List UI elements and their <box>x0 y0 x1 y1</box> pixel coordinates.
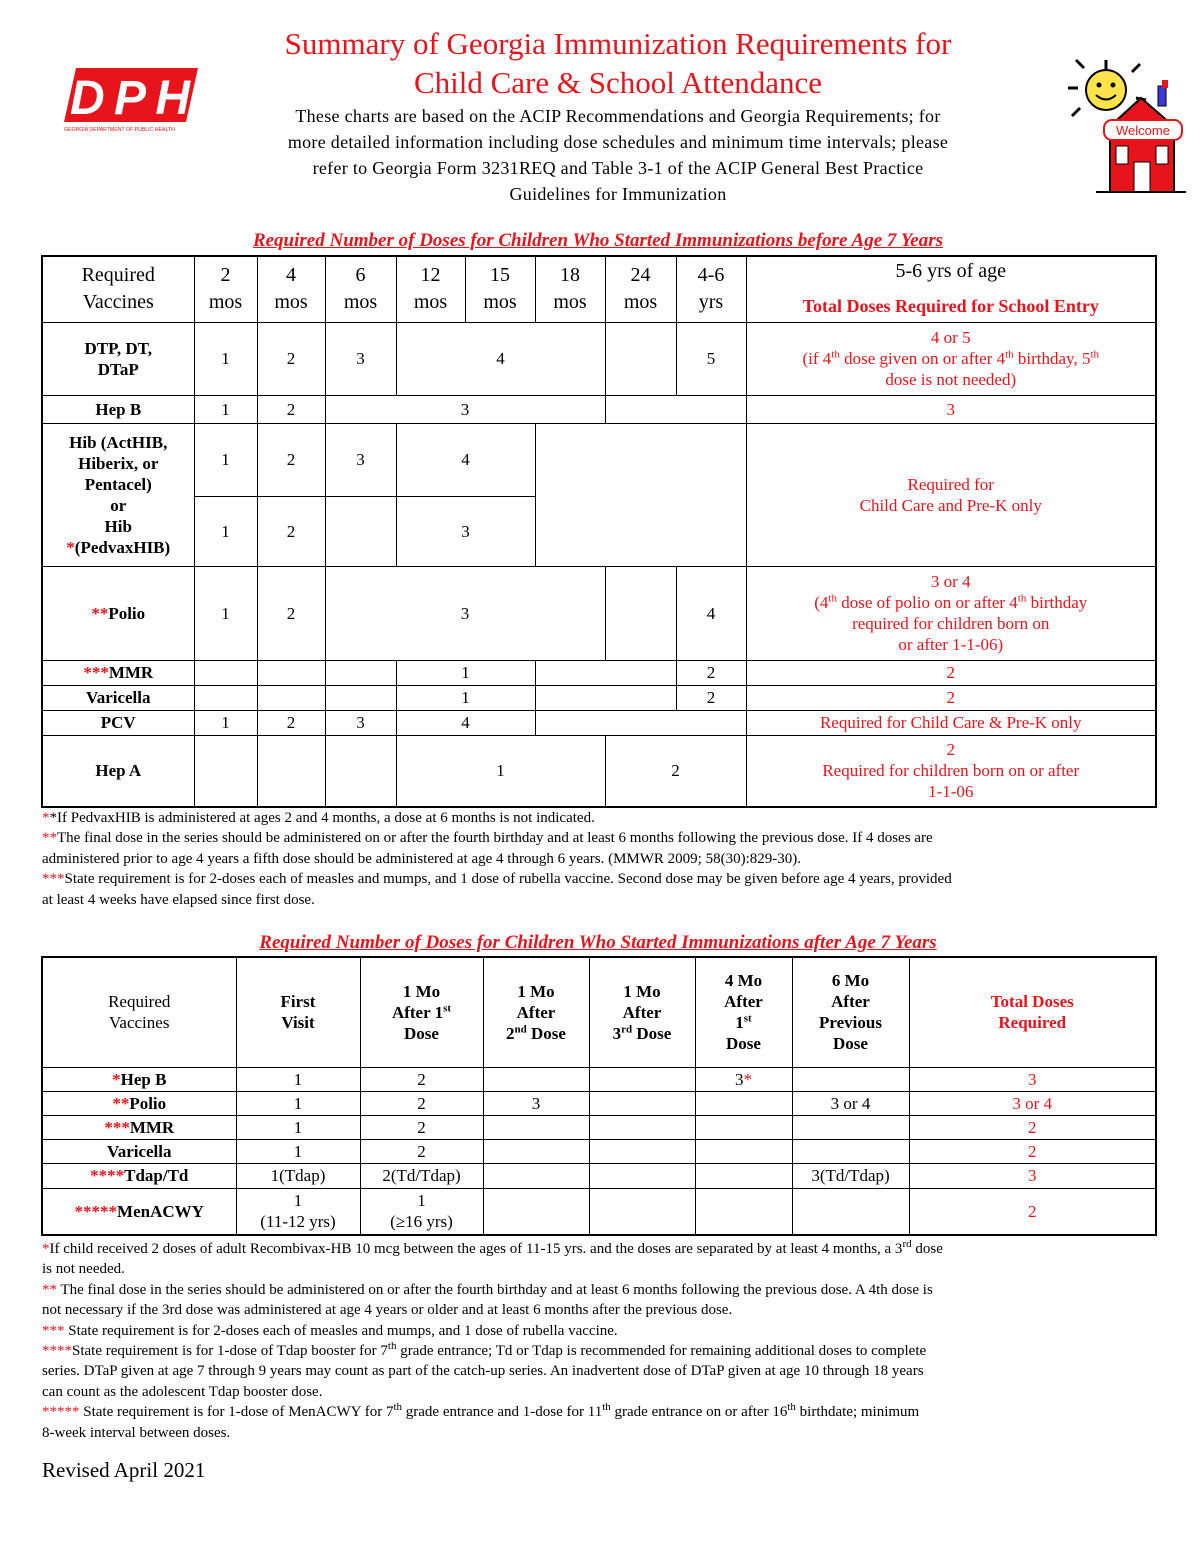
dose-cell: 1 <box>236 1091 360 1115</box>
footnote-continued: is not needed. <box>42 1261 125 1278</box>
table1-caption: Required Number of Doses for Children Who Started Immunizations before Age 7 Years <box>252 230 944 251</box>
header-4-mos: 4 mos <box>257 256 325 322</box>
table-row-hib-a <box>42 423 1156 496</box>
footnote: ** The final dose in the series should be administered on or after the fourth birthday and at least 6 months following the previous dose. A 4th dose is <box>42 1281 933 1298</box>
dose-cell <box>589 1091 695 1115</box>
vaccine-name: Hep B <box>42 395 194 423</box>
header-24-mos: 24 mos <box>605 256 676 322</box>
dose-cell <box>257 685 325 710</box>
dose-cell: 2 <box>257 566 325 660</box>
table-row-polio <box>42 1091 1156 1115</box>
table-row-dtp <box>42 322 1156 395</box>
header-4-6-yrs: 4-6 yrs <box>676 256 746 322</box>
total-doses-cell: Required for Child Care and Pre-K only <box>746 423 1156 566</box>
dose-cell: 4 <box>396 710 535 735</box>
welcome-sign: Welcome <box>1116 123 1170 138</box>
vaccine-name: Hib (ActHIB, Hiberix, or Pentacel) or Hib *(PedvaxHIB) <box>42 423 194 566</box>
dose-cell: 3* <box>695 1067 792 1091</box>
dose-cell: 2 <box>360 1067 483 1091</box>
dose-cell: 3 or 4 <box>792 1091 909 1115</box>
dose-cell: 1 <box>236 1115 360 1139</box>
dose-cell <box>605 566 676 660</box>
header-first-visit: First Visit <box>236 957 360 1067</box>
table-row-menacwy <box>42 1188 1156 1235</box>
total-doses-cell: 2 <box>909 1188 1156 1235</box>
dose-cell <box>695 1188 792 1235</box>
header-6-mos: 6 mos <box>325 256 396 322</box>
footnote: *If child received 2 doses of adult Recombivax-HB 10 mcg between the ages of 11-15 yrs. and the doses are separated by at least 4 months, a 3rd dose <box>42 1238 943 1257</box>
vaccine-name: Hep A <box>42 735 194 807</box>
table-row-mmr <box>42 1115 1156 1139</box>
header-6mo-after-previous: 6 Mo After Previous Dose <box>792 957 909 1067</box>
dose-cell: 1 <box>194 423 257 496</box>
dose-cell: 1 <box>194 322 257 395</box>
footnote-continued: at least 4 weeks have elapsed since first dose. <box>42 891 315 908</box>
dose-cell: 1 <box>194 566 257 660</box>
dose-cell: 3 <box>483 1091 589 1115</box>
header-2-mos: 2 mos <box>194 256 257 322</box>
intro-paragraph <box>210 103 1026 207</box>
dose-cell <box>589 1067 695 1091</box>
total-doses-cell: 2 Required for children born on or after 1-1-06 <box>746 735 1156 807</box>
dose-cell: 2(Td/Tdap) <box>360 1163 483 1188</box>
dose-cell <box>194 660 257 685</box>
dose-cell: 3 <box>325 566 605 660</box>
header-18-mos: 18 mos <box>535 256 605 322</box>
footnote-continued: not necessary if the 3rd dose was administered at age 4 years or older and at least 6 months after the previous dose. <box>42 1302 733 1319</box>
vaccine-name: Varicella <box>42 1139 236 1163</box>
footnote-continued: 8-week interval between doses. <box>42 1424 231 1441</box>
dose-cell: 5 <box>676 322 746 395</box>
table-row-hepa <box>42 735 1156 807</box>
dose-cell <box>792 1115 909 1139</box>
total-doses-cell: 3 <box>909 1067 1156 1091</box>
logo-tagline: GEORGIA DEPARTMENT OF PUBLIC HEALTH <box>64 127 175 133</box>
dose-cell: 1(Tdap) <box>236 1163 360 1188</box>
vaccine-name: ****Tdap/Td <box>42 1163 236 1188</box>
dose-cell <box>792 1067 909 1091</box>
vaccine-name: DTP, DT, DTaP <box>42 322 194 395</box>
dose-cell: 1 <box>236 1139 360 1163</box>
dose-cell: 2 <box>257 423 325 496</box>
dose-cell: 3(Td/Tdap) <box>792 1163 909 1188</box>
table-row-polio <box>42 566 1156 660</box>
footnote: ***State requirement is for 2-doses each of measles and mumps, and 1 dose of rubella vaccine. Second dose may be given before age 4 years, provided <box>42 871 952 888</box>
total-doses-cell: 2 <box>909 1115 1156 1139</box>
dose-cell: 2 <box>257 322 325 395</box>
dose-cell: 3 <box>396 496 535 566</box>
dose-cell: 2 <box>605 735 746 807</box>
dose-cell: 2 <box>676 660 746 685</box>
total-doses-cell: 2 <box>746 685 1156 710</box>
total-doses-cell: 2 <box>909 1139 1156 1163</box>
dose-cell: 2 <box>257 395 325 423</box>
dose-cell: 1 <box>396 735 605 807</box>
header-required-vaccines: Required Vaccines <box>42 256 194 322</box>
table-row-hepb <box>42 1067 1156 1091</box>
dose-cell <box>695 1091 792 1115</box>
dose-cell <box>483 1067 589 1091</box>
table-row-varicella <box>42 685 1156 710</box>
dose-cell <box>695 1163 792 1188</box>
table1-footnotes <box>42 808 1122 910</box>
dose-cell: 1 <box>396 685 535 710</box>
dose-cell <box>535 660 676 685</box>
dose-cell <box>605 322 676 395</box>
header-4mo-after-1st: 4 Mo After 1st Dose <box>695 957 792 1067</box>
table-before-age-7 <box>41 255 1157 808</box>
table2-footnotes <box>42 1239 1122 1443</box>
vaccine-name: ***MMR <box>42 1115 236 1139</box>
dose-cell <box>535 685 676 710</box>
header-1mo-after-2nd: 1 Mo After 2nd Dose <box>483 957 589 1067</box>
dose-cell: 1 (11-12 yrs) <box>236 1188 360 1235</box>
footnote: ****State requirement is for 1-dose of Tdap booster for 7th grade entrance; Td or Tdap is recommended for remaining additional doses to complete <box>42 1340 927 1360</box>
dose-cell: 4 <box>396 322 605 395</box>
title-line-2: Child Care & School Attendance <box>413 65 823 100</box>
dose-cell <box>483 1115 589 1139</box>
table-row-tdap <box>42 1163 1156 1188</box>
dose-cell: 1 <box>236 1067 360 1091</box>
table-row-hepb <box>42 395 1156 423</box>
total-doses-cell: Required for Child Care & Pre-K only <box>746 710 1156 735</box>
dose-cell: 2 <box>257 496 325 566</box>
dose-cell <box>325 735 396 807</box>
dose-cell <box>695 1139 792 1163</box>
dose-cell: 2 <box>360 1091 483 1115</box>
table1-header-row <box>42 256 1156 322</box>
dose-cell: 1 <box>396 660 535 685</box>
title-line-1: Summary of Georgia Immunization Requirements for <box>284 26 952 61</box>
vaccine-name: *****MenACWY <box>42 1188 236 1235</box>
total-doses-cell: 3 or 4 (4th dose of polio on or after 4th birthday required for children born on or after 1-1-06) <box>746 566 1156 660</box>
vaccine-name: **Polio <box>42 566 194 660</box>
dose-cell <box>325 660 396 685</box>
vaccine-name: ***MMR <box>42 660 194 685</box>
dose-cell <box>325 496 396 566</box>
table-after-age-7 <box>41 956 1157 1236</box>
footnote: ***** State requirement is for 1-dose of MenACWY for 7th grade entrance and 1-dose for 11th grade entrance on or after 16th birthdate; minimum <box>42 1401 920 1421</box>
header-total-doses: Total Doses Required <box>909 957 1156 1067</box>
dose-cell: 4 <box>676 566 746 660</box>
dose-cell <box>605 395 746 423</box>
dose-cell <box>194 735 257 807</box>
dose-cell: 4 <box>396 423 535 496</box>
vaccine-name: Varicella <box>42 685 194 710</box>
total-doses-cell: 3 <box>746 395 1156 423</box>
footnote-continued: series. DTaP given at age 7 through 9 years may count as part of the catch-up series. An inadvertent dose of DTaP given at age 10 through 18 years <box>42 1363 924 1380</box>
total-doses-cell: 3 or 4 <box>909 1091 1156 1115</box>
footnote: *** State requirement is for 2-doses each of measles and mumps, and 1 dose of rubella vaccine. <box>42 1322 618 1339</box>
header-12-mos: 12 mos <box>396 256 465 322</box>
dose-cell <box>589 1139 695 1163</box>
vaccine-name: *Hep B <box>42 1067 236 1091</box>
dose-cell <box>792 1139 909 1163</box>
intro-line: These charts are based on the ACIP Recommendations and Georgia Requirements; for <box>295 106 941 126</box>
revised-date: Revised April 2021 <box>42 1458 206 1482</box>
header-1mo-after-1st: 1 Mo After 1st Dose <box>360 957 483 1067</box>
header-required-vaccines: Required Vaccines <box>42 957 236 1067</box>
vaccine-name: **Polio <box>42 1091 236 1115</box>
schoolhouse-sun-clipart <box>1066 58 1186 198</box>
header-total-doses: 5-6 yrs of age Total Doses Required for School Entry <box>746 256 1156 322</box>
header-15-mos: 15 mos <box>465 256 535 322</box>
dose-cell <box>194 685 257 710</box>
vaccine-name: PCV <box>42 710 194 735</box>
dose-cell: 2 <box>676 685 746 710</box>
dose-cell: 1 <box>194 395 257 423</box>
logo-text: DPH <box>70 72 190 125</box>
dose-cell: 1 <box>194 710 257 735</box>
table-row-pcv <box>42 710 1156 735</box>
dose-cell <box>325 685 396 710</box>
dph-logo <box>62 64 202 134</box>
dose-cell <box>257 660 325 685</box>
table2-header-row <box>42 957 1156 1067</box>
total-doses-cell: 2 <box>746 660 1156 685</box>
dose-cell: 2 <box>257 710 325 735</box>
dose-cell: 2 <box>360 1115 483 1139</box>
footnote: **The final dose in the series should be administered on or after the fourth birthday and at least 6 months following the previous dose. If 4 doses are <box>42 830 933 847</box>
footnote: **If PedvaxHIB is administered at ages 2 and 4 months, a dose at 6 months is not indicated. <box>42 810 595 826</box>
dose-cell <box>483 1188 589 1235</box>
footnote-continued: can count as the adolescent Tdap booster dose. <box>42 1383 323 1400</box>
dose-cell: 3 <box>325 395 605 423</box>
dose-cell <box>792 1188 909 1235</box>
dose-cell <box>483 1139 589 1163</box>
intro-line: refer to Georgia Form 3231REQ and Table 3-1 of the ACIP General Best Practice <box>312 158 924 178</box>
dose-cell <box>589 1115 695 1139</box>
dose-cell: 3 <box>325 710 396 735</box>
dose-cell <box>695 1115 792 1139</box>
table2-caption: Required Number of Doses for Children Who Started Immunizations after Age 7 Years <box>259 932 937 953</box>
dose-cell <box>483 1163 589 1188</box>
dose-cell <box>589 1188 695 1235</box>
table-row-mmr <box>42 660 1156 685</box>
dose-cell: 3 <box>325 423 396 496</box>
intro-line: Guidelines for Immunization <box>509 184 727 204</box>
total-doses-cell: 4 or 5 (if 4th dose given on or after 4th birthday, 5th dose is not needed) <box>746 322 1156 395</box>
dose-cell: 2 <box>360 1139 483 1163</box>
dose-cell <box>589 1163 695 1188</box>
dose-cell: 3 <box>325 322 396 395</box>
page-title <box>200 24 1036 102</box>
dose-cell <box>535 710 746 735</box>
intro-line: more detailed information including dose schedules and minimum time intervals; please <box>287 132 949 152</box>
dose-cell <box>257 735 325 807</box>
dose-cell <box>535 423 746 566</box>
footnote-continued: administered prior to age 4 years a fifth dose should be administered at age 4 through 6 years. (MMWR 2009; 58(30):829-30). <box>42 850 801 867</box>
table-row-varicella <box>42 1139 1156 1163</box>
dose-cell: 1 <box>194 496 257 566</box>
dose-cell: 1 (≥16 yrs) <box>360 1188 483 1235</box>
header-1mo-after-3rd: 1 Mo After 3rd Dose <box>589 957 695 1067</box>
total-doses-cell: 3 <box>909 1163 1156 1188</box>
